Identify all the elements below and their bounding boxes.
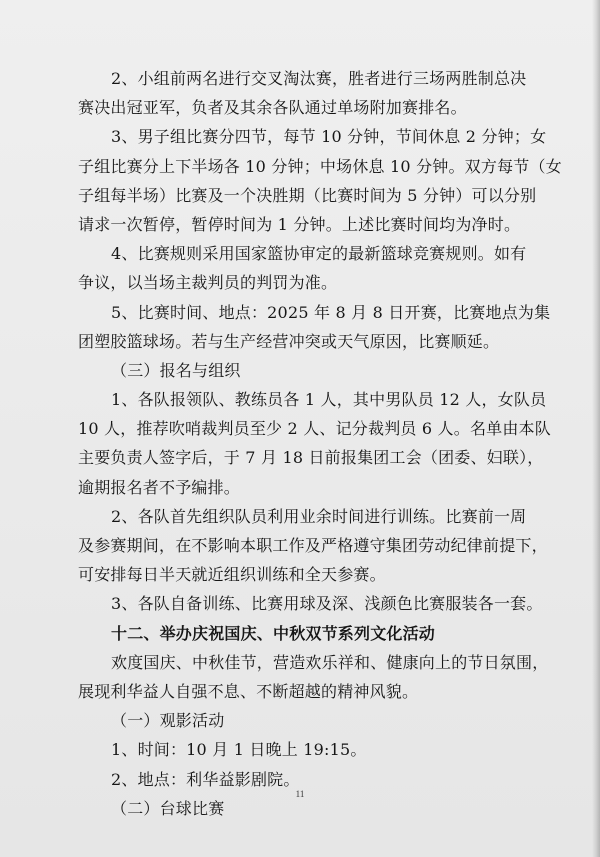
- document-line: 4、比赛规则采用国家篮协审定的最新篮球竞赛规则。如有: [111, 244, 527, 264]
- document-line: 请求一次暂停，暂停时间为 1 分钟。上述比赛时间均为净时。: [78, 214, 521, 234]
- document-line: 子组每半场）比赛及一个决胜期（比赛时间为 5 分钟）可以分别: [78, 185, 537, 205]
- document-line: 团塑胶篮球场。若与生产经营冲突或天气原因，比赛顺延。: [78, 331, 500, 351]
- document-line: 2、小组前两名进行交叉淘汰赛，胜者进行三场两胜制总决: [111, 69, 527, 88]
- document-line: 1、各队报领队、教练员各 1 人，其中男队员 12 人，女队员: [111, 390, 547, 410]
- document-line: 主要负责人签字后，于 7 月 18 日前报集团工会（团委、妇联），: [78, 448, 544, 468]
- document-line: 欢度国庆、中秋佳节，营造欢乐祥和、健康向上的节日氛围，: [111, 652, 549, 672]
- document-line: 2、地点：利华益影剧院。: [111, 769, 300, 789]
- document-line: 3、男子组比赛分四节，每节 10 分钟，节间休息 2 分钟；女: [111, 127, 547, 147]
- scan-edge-shadow: [592, 0, 600, 857]
- document-line: 10 人，推荐吹哨裁判员至少 2 人、记分裁判员 6 人。名单由本队: [78, 419, 551, 439]
- document-line: （一）观影活动: [111, 711, 225, 731]
- document-line: 展现利华益人自强不息、不断超越的精神风貌。: [78, 681, 419, 701]
- document-line: 5、比赛时间、地点：2025 年 8 月 8 日开赛，比赛地点为集: [111, 302, 551, 322]
- document-line: 1、时间：10 月 1 日晚上 19:15。: [111, 740, 367, 760]
- document-line: （二）台球比赛: [111, 798, 225, 818]
- document-line: 3、各队自备训练、比赛用球及深、浅颜色比赛服装各一套。: [111, 594, 543, 614]
- document-line: 可安排每日半天就近组织训练和全天参赛。: [78, 565, 386, 585]
- document-body: [78, 64, 564, 823]
- document-line: 2、各队首先组织队员利用业余时间进行训练。比赛前一周: [111, 506, 527, 526]
- document-line: 逾期报名者不予编排。: [78, 477, 241, 497]
- document-line: 赛决出冠亚军，负者及其余各队通过单场附加赛排名。: [78, 98, 467, 118]
- document-line: 及参赛期间，在不影响本职工作及严格遵守集团劳动纪律前提下，: [78, 536, 548, 555]
- page-number: 11: [295, 789, 305, 799]
- document-line: 子组比赛分上下半场各 10 分钟；中场休息 10 分钟。双方每节（女: [78, 156, 562, 176]
- document-line: （三）报名与组织: [111, 360, 241, 380]
- document-line: 争议，以当场主裁判员的判罚为准。: [78, 273, 338, 293]
- section-heading: 十二、举办庆祝国庆、中秋双节系列文化活动: [111, 623, 436, 643]
